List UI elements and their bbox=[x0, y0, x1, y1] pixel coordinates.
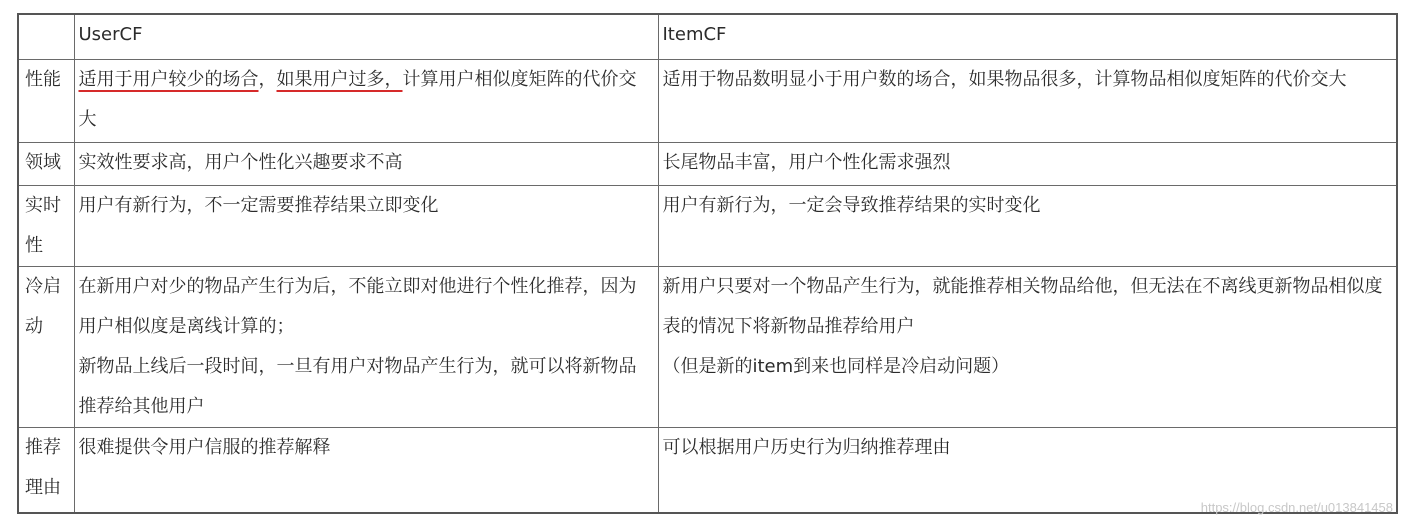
row-label-performance: 性能 bbox=[18, 60, 74, 143]
cell-usercf-recommendation-reason: 很难提供令用户信服的推荐解释 bbox=[74, 428, 658, 514]
cell-paragraph: 新物品上线后一段时间，一旦有用户对物品产生行为，就可以将新物品推荐给其他用户 bbox=[78, 356, 637, 417]
cell-usercf-realtime: 用户有新行为，不一定需要推荐结果立即变化 bbox=[74, 186, 658, 267]
row-label-realtime: 实时性 bbox=[18, 186, 74, 267]
cell-text: ， bbox=[258, 69, 277, 90]
underlined-text-1: 适用于用户较少的场合 bbox=[78, 69, 259, 90]
cell-itemcf-cold-start bbox=[658, 267, 1397, 428]
row-label-recommendation-reason: 推荐理由 bbox=[18, 428, 74, 514]
comparison-table bbox=[17, 13, 1398, 514]
cell-itemcf-recommendation-reason: 可以根据用户历史行为归纳推荐理由 bbox=[658, 428, 1397, 514]
cell-usercf-cold-start bbox=[74, 267, 658, 428]
cell-usercf-performance bbox=[74, 60, 658, 143]
table-row-performance bbox=[18, 60, 1397, 143]
header-usercf: UserCF bbox=[74, 14, 658, 60]
cell-paragraph: 新用户只要对一个物品产生行为，就能推荐相关物品给他，但无法在不离线更新物品相似度表的情况下将新物品推荐给用户 bbox=[662, 276, 1383, 337]
cell-itemcf-realtime: 用户有新行为，一定会导致推荐结果的实时变化 bbox=[658, 186, 1397, 267]
cell-paragraph: 在新用户对少的物品产生行为后，不能立即对他进行个性化推荐，因为用户相似度是离线计算的； bbox=[78, 276, 637, 337]
table-row-recommendation-reason bbox=[18, 428, 1397, 514]
header-empty-cell bbox=[18, 14, 74, 60]
table-row-realtime bbox=[18, 186, 1397, 267]
cell-paragraph: （但是新的item到来也同样是冷启动问题） bbox=[662, 356, 1010, 377]
cell-itemcf-performance: 适用于物品数明显小于用户数的场合，如果物品很多，计算物品相似度矩阵的代价交大 bbox=[658, 60, 1397, 143]
row-label-domain: 领域 bbox=[18, 143, 74, 186]
table-row-cold-start bbox=[18, 267, 1397, 428]
underlined-text-2: 如果用户过多， bbox=[276, 69, 403, 90]
cell-text: 计算用户相似度矩阵的代价交大 bbox=[78, 69, 637, 130]
cell-usercf-domain: 实效性要求高，用户个性化兴趣要求不高 bbox=[74, 143, 658, 186]
row-label-cold-start: 冷启动 bbox=[18, 267, 74, 428]
watermark: https://blog.csdn.net/u013841458 bbox=[1200, 500, 1393, 515]
header-row bbox=[18, 14, 1397, 60]
cell-itemcf-domain: 长尾物品丰富，用户个性化需求强烈 bbox=[658, 143, 1397, 186]
table-row-domain bbox=[18, 143, 1397, 186]
header-itemcf: ItemCF bbox=[658, 14, 1397, 60]
